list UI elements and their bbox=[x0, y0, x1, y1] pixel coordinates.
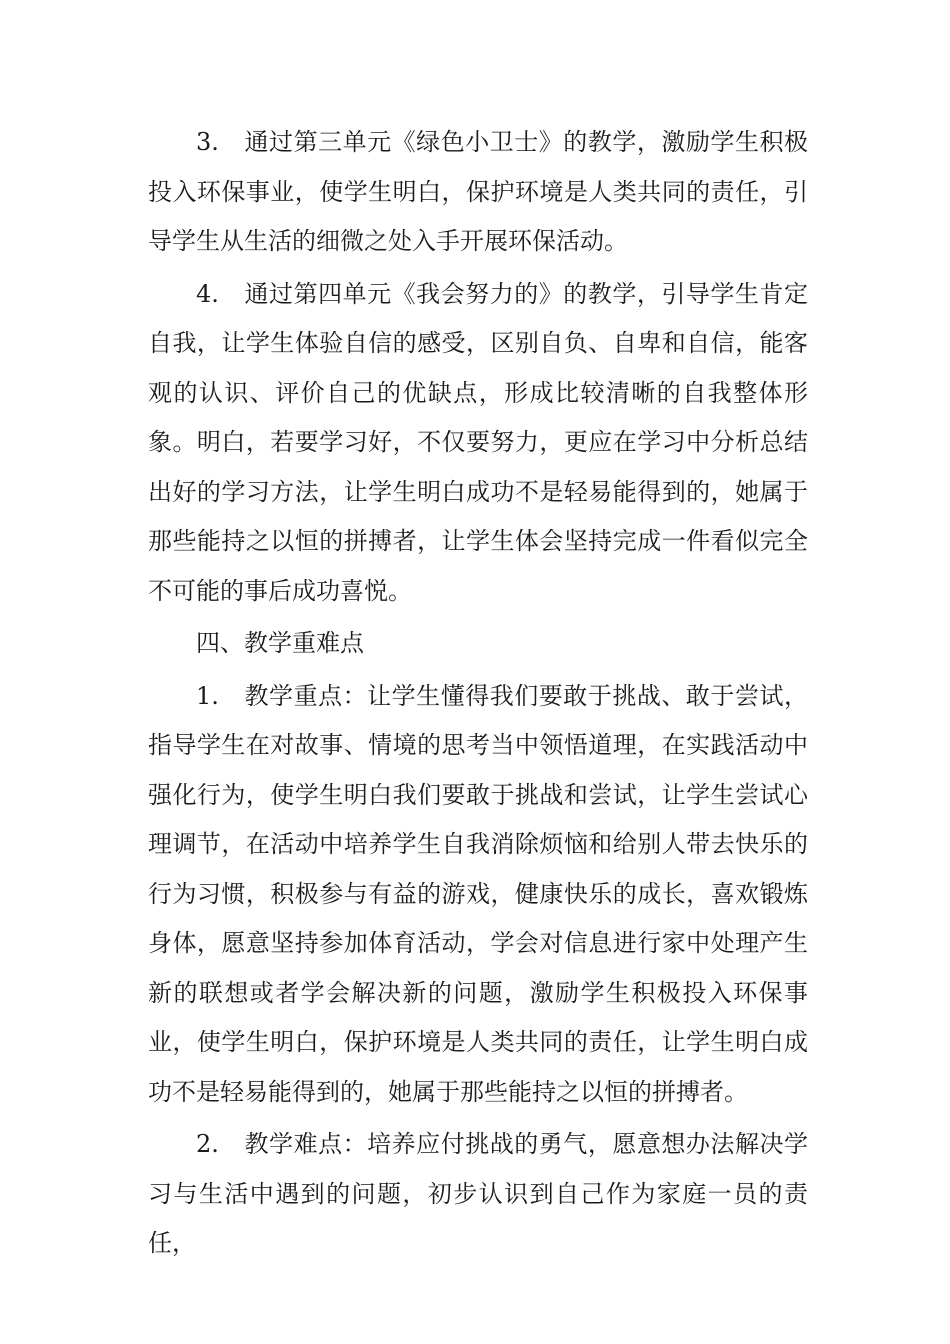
paragraph-text: 通过第四单元《我会努力的》的教学，引导学生肯定自我，让学生体验自信的感受，区别自负、自卑和自信，能客观的认识、评价自己的优缺点，形成比较清晰的自我整体形象。明白，若要学习好，不仅要努力，更应在学习中分析总结出好的学习方法，让学生明白成功不是轻易能得到的，她属于那些能持之以恒的拼搏者，让学生体会坚持完成一件看似完全不可能的事后成功喜悦。 bbox=[148, 279, 808, 605]
paragraph-3 bbox=[148, 118, 808, 267]
document-body bbox=[148, 118, 808, 1269]
paragraph-number: 3. bbox=[196, 128, 219, 156]
paragraph-text: 教学重点：让学生懂得我们要敢于挑战、敢于尝试，指导学生在对故事、情境的思考当中领悟道理，在实践活动中强化行为，使学生明白我们要敢于挑战和尝试，让学生尝试心理调节，在活动中培养学生自我消除烦恼和给别人带去快乐的行为习惯，积极参与有益的游戏，健康快乐的成长，喜欢锻炼身体，愿意坚持参加体育活动，学会对信息进行家中处理产生新的联想或者学会解决新的问题，激励学生积极投入环保事业，使学生明白，保护环境是人类共同的责任，让学生明白成功不是轻易能得到的，她属于那些能持之以恒的拼搏者。 bbox=[148, 681, 808, 1106]
paragraph-number: 4. bbox=[196, 279, 219, 308]
difficult-points-paragraph bbox=[148, 1120, 808, 1269]
section-heading: 四、教学重难点 bbox=[196, 629, 364, 657]
paragraph-text: 通过第三单元《绿色小卫士》的教学，激励学生积极投入环保事业，使学生明白，保护环境是人类共同的责任，引导学生从生活的细微之处入手开展环保活动。 bbox=[148, 128, 808, 255]
paragraph-number: 2. bbox=[196, 1130, 219, 1158]
paragraph-number: 1. bbox=[196, 681, 219, 710]
paragraph-4 bbox=[148, 270, 808, 617]
paragraph-text: 教学难点：培养应付挑战的勇气，愿意想办法解决学习与生活中遇到的问题，初步认识到自己作为家庭一员的责任， bbox=[148, 1130, 808, 1257]
key-points-paragraph bbox=[148, 672, 808, 1118]
